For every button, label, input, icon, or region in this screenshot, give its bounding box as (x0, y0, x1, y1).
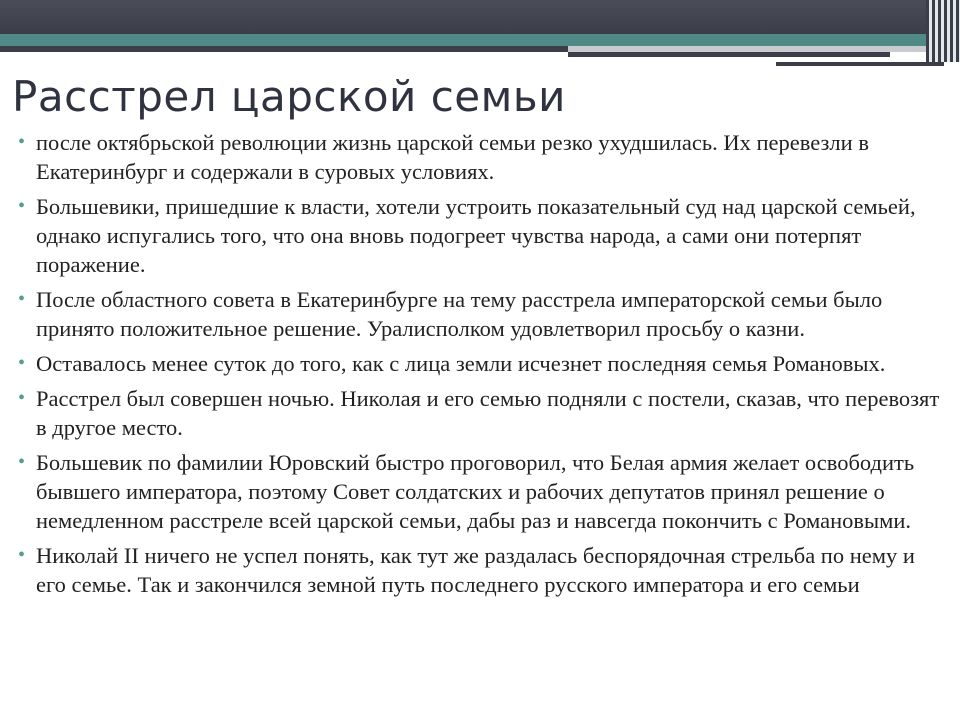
bullet-text: Николай II ничего не успел понять, как тут же раздалась беспорядочная стрельба по нему и его семье. Так и закончился земной путь последнего русского императора и его семьи (36, 543, 915, 597)
header-accent-line (776, 62, 944, 66)
slide-content (18, 128, 948, 605)
header-bar (0, 0, 960, 34)
bullet-dot-icon: • (18, 387, 26, 409)
bullet-text: Расстрел был совершен ночью. Николая и его семью подняли с постели, сказав, что перевозят в другое место. (36, 386, 940, 440)
bullet-item (18, 128, 948, 186)
bullet-item (18, 541, 948, 599)
header-dark-band (0, 46, 568, 52)
header-accent-stripe (0, 34, 960, 46)
bullet-text: После областного совета в Екатеринбурге на тему расстрела императорской семьи было принято положительное решение. Уралисполком удовлетворил просьбу о казни. (36, 287, 883, 341)
bullet-dot-icon: • (18, 288, 26, 310)
bullet-item (18, 285, 948, 343)
bullet-item (18, 384, 948, 442)
bullet-item (18, 349, 948, 378)
bullet-dot-icon: • (18, 195, 26, 217)
bullet-list (18, 128, 948, 599)
bullet-dot-icon: • (18, 544, 26, 566)
header-accent-line (568, 52, 890, 57)
bullet-text: Большевики, пришедшие к власти, хотели устроить показательный суд над царской семьей, однако испугались того, что она вновь подогреет чувства народа, а сами они потерпят поражение. (36, 194, 916, 277)
bullet-text: Большевик по фамилии Юровский быстро проговорил, что Белая армия желает освободить бывшего императора, поэтому Совет солдатских и рабочих депутатов принял решение о немедленном расстреле всей царской семьи, дабы раз и навсегда покончить с Романовыми. (36, 450, 915, 533)
bullet-text: после октябрьской революции жизнь царской семьи резко ухудшилась. Их перевезли в Екатеринбург и содержали в суровых условиях. (36, 130, 869, 184)
bullet-dot-icon: • (18, 352, 26, 374)
bullet-text: Оставалось менее суток до того, как с лица земли исчезнет последняя семья Романовых. (36, 351, 886, 376)
slide-title: Расстрел царской семьи (12, 72, 566, 121)
bullet-dot-icon: • (18, 451, 26, 473)
bullet-dot-icon: • (18, 131, 26, 153)
bullet-item (18, 192, 948, 279)
bullet-item (18, 448, 948, 535)
header-corner-lines (926, 0, 960, 62)
